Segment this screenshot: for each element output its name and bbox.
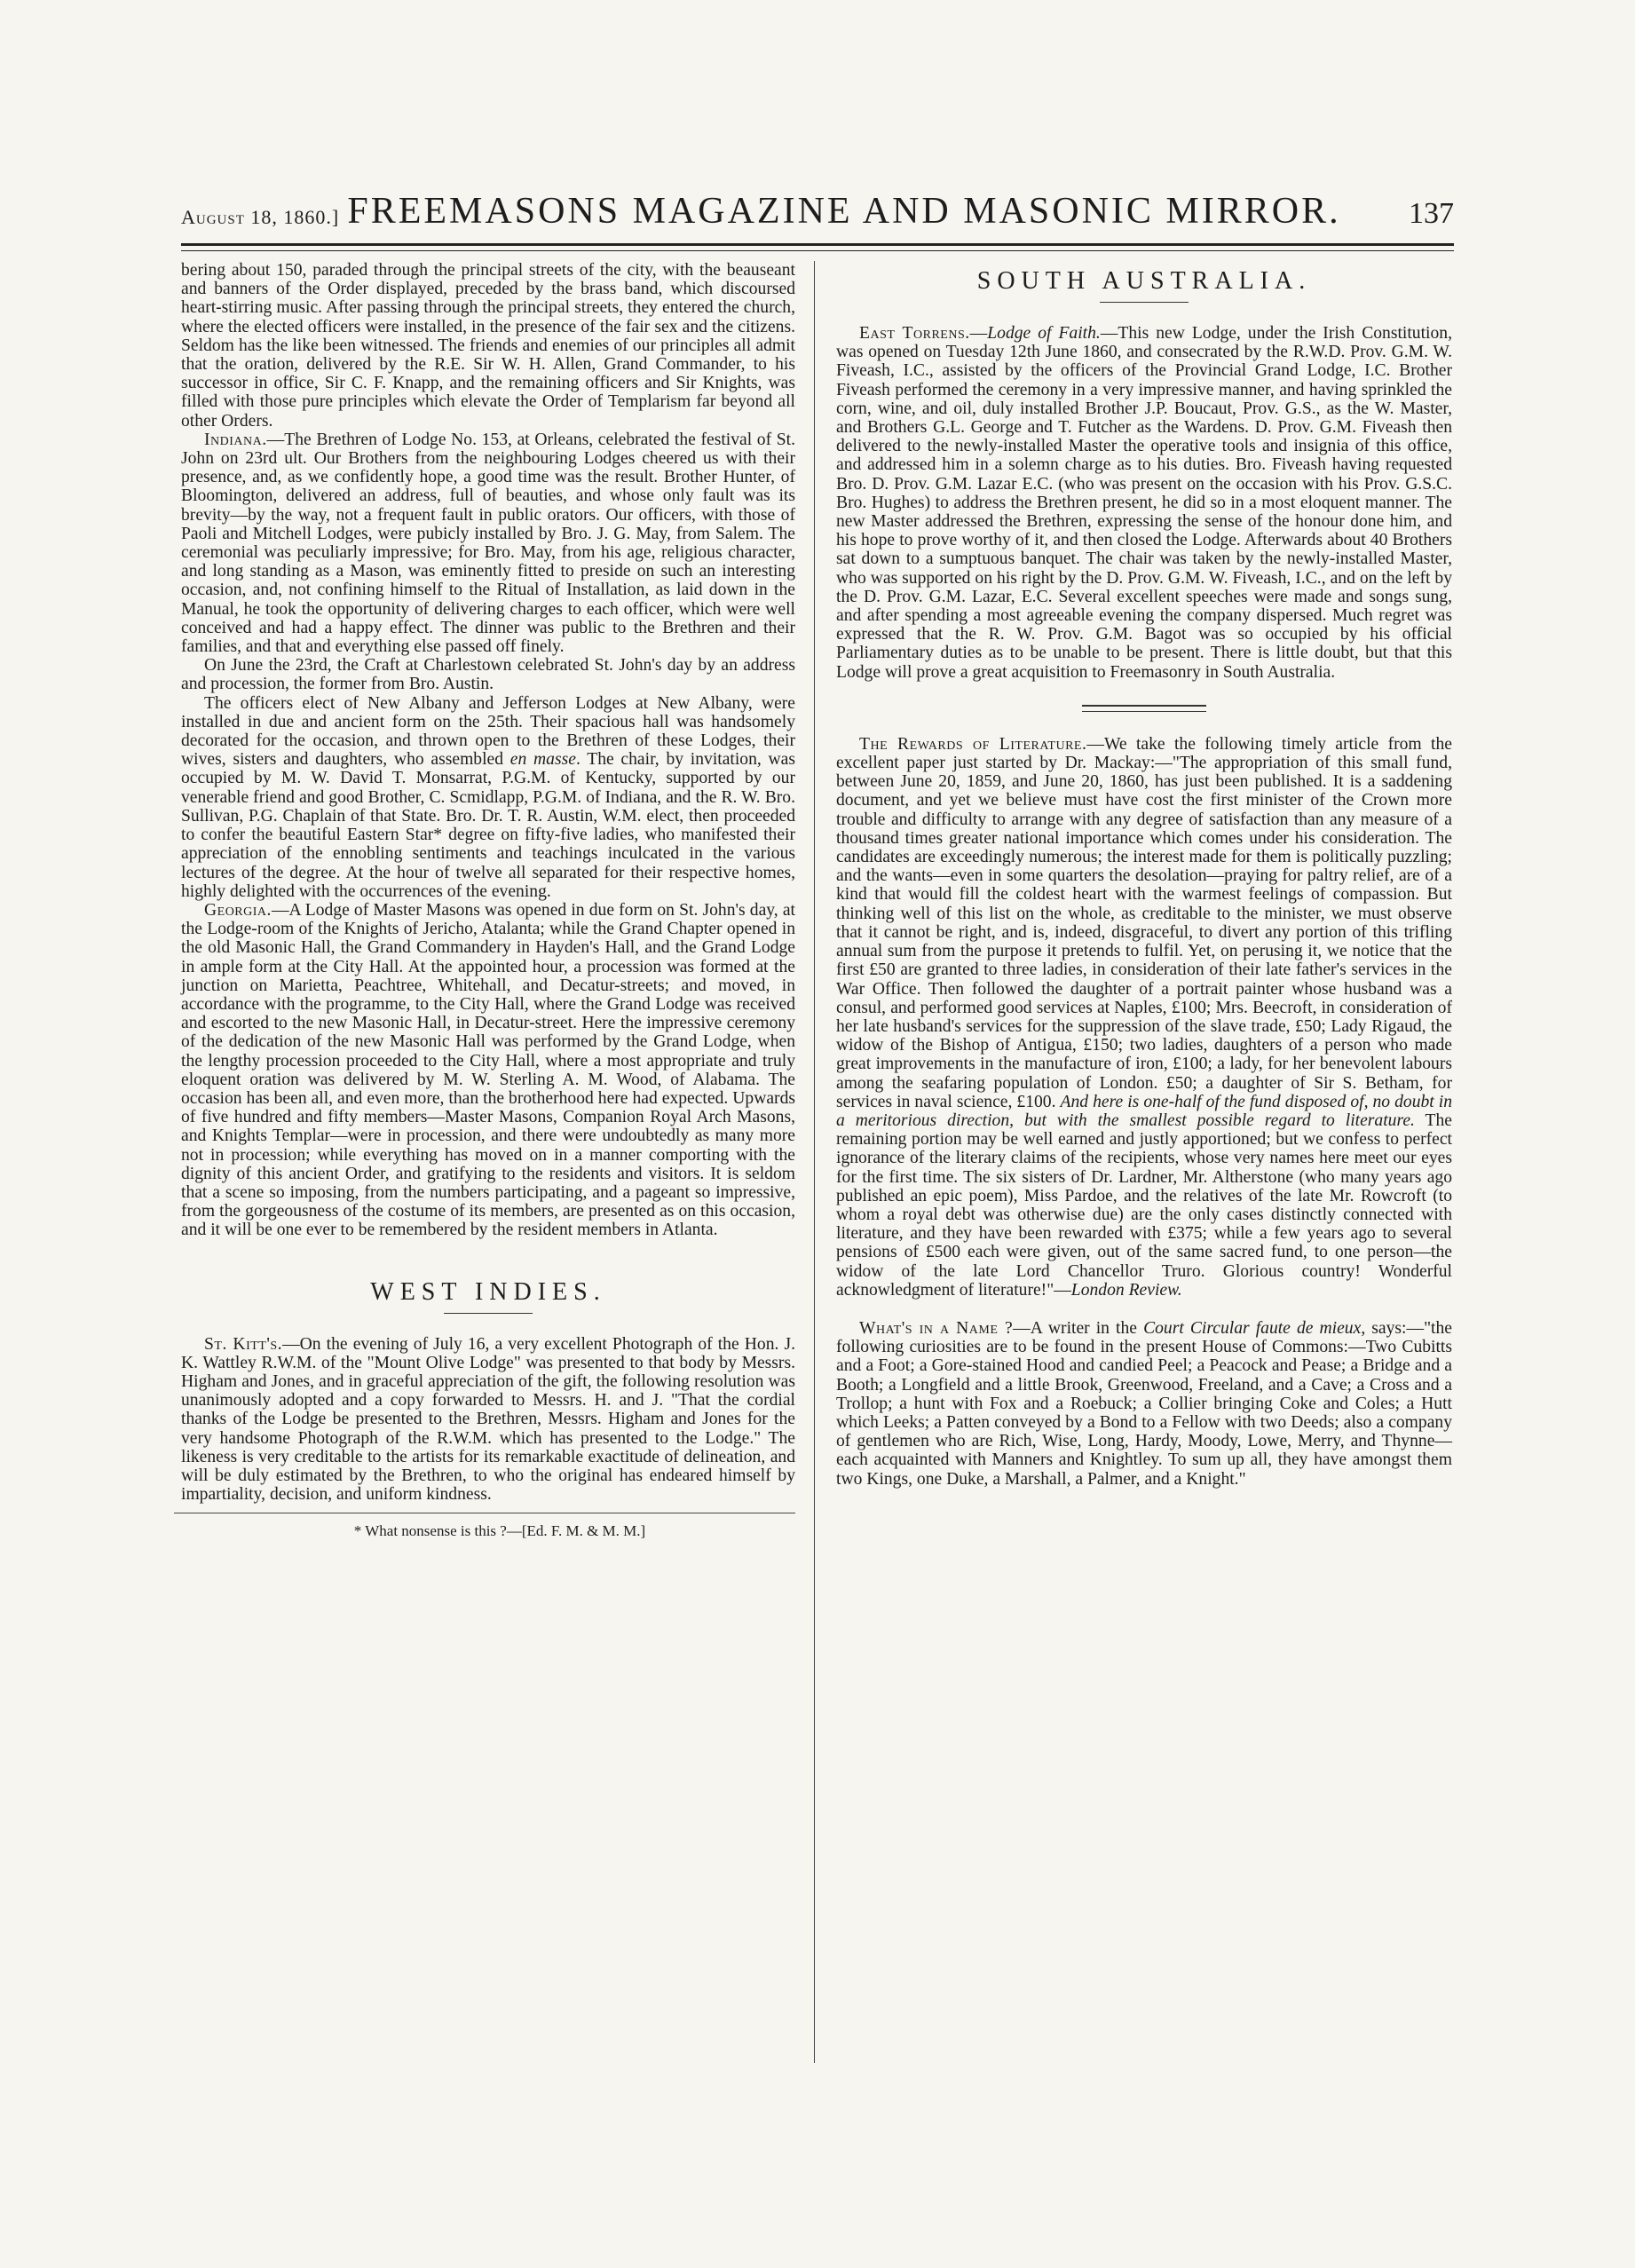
rewards-emphasis: And here is one-half of the fund disposed of, no doubt in a meritorious direction, but with the smallest possible regard to literature. <box>836 1092 1452 1130</box>
issue-date: August 18, 1860.] <box>181 206 340 228</box>
section-title-west-indies: WEST INDIES. <box>370 1277 606 1306</box>
rewards-paragraph <box>836 735 1452 1300</box>
rewards-text-b: The remaining portion may be well earned and justly apportioned; but we confess to perfect ignorance of the literary claims of the recipients, whose very names here meet our eyes for the first time. The six sisters of Dr. Lardner, Mr. Altherstone (who many years ago published an epic poem), Miss Pardoe, and the relatives of the late Mr. Rowcroft (to whom a royal debt was otherwise due) are the only cases distinctly connected with literature, and they have been rewarded with £375; while a few years ago to several pensions of £500 each were given, out of the same sacred fund, to one person—the widow of the late Lord Chancellor Truro. Glorious country! Wonderful acknowledgment of literature!"— <box>836 1110 1452 1300</box>
indiana-paragraph <box>181 431 795 656</box>
georgia-text: —A Lodge of Master Masons was opened in due form on St. John's day, at the Lodge-room of the Knights of Jericho, Atalanta; while the Grand Chapter opened in the old Masonic Hall, the Grand Commandery in Hayden's Hall, and the Grand Lodge in ample form at the City Hall. At the appointed hour, a procession was formed at the junction on Marietta, Peachtree, Whitehall, and Decatur-streets; and moved, in accordance with the programme, to the City Hall, where the Grand Lodge was received and escorted to the new Masonic Hall, in Decatur-street. Here the impressive ceremony of the dedication of the new Masonic Hall was performed by the Grand Lodge, when the lengthy procession proceeded to the City Hall, where a most appropriate and truly eloquent oration was delivered by M. W. Sterling A. M. Wood, of Alabama. The occasion has been all, and even more, than the brotherhood here had expected. Upwards of five hundred and fifty members—Master Masons, Companion Royal Arch Masons, and Knights Templar—were in procession, and there were undoubtedly as many more not in procession; while everything has moved on in a manner comporting with the dignity of this ancient Order, and gratifying to the residents and visitors. It is seldom that a scene so imposing, from the numbers participating, and a pageant so impressive, from the gorgeousness of the costume of its members, are presented as on this occasion, and it will be one ever to be remembered by the resident members in Atlanta. <box>181 900 795 1240</box>
new-albany-text-b: . The chair, by invitation, was occupied by M. W. David T. Monsarrat, P.G.M. of Kentucky, supported by our venerable friend and good Brother, C. Scmidlapp, P.G.M. of Indiana, and the R. W. Bro. Sullivan, P.G. Chaplain of that State. Bro. Dr. T. R. Austin, W.M. elect, then proceeded to confer the beautiful Eastern Star* degree on fifty-five ladies, who manifested their appreciation of the ennobling sentiments and teachings inculcated in the various lectures of the degree. At the hour of twelve all separated for their respective homes, highly delighted with the occurrences of the evening. <box>181 750 796 901</box>
st-kitts-text: —On the evening of July 16, a very excellent Photograph of the Hon. J. K. Wattley R.W.M. of the "Mount Olive Lodge" was presented to that body by Messrs. Higham and Jones, and in graceful appreciation of the gift, the following resolution was unanimously adopted and a copy forwarded to Messrs. H. and J. "That the cordial thanks of the Lodge be presented to the Brethren, Messrs. Higham and Jones for the very handsome Photograph of the R.W.M. which has presented to the Lodge." The likeness is very creditable to the artists for its remarkable exactitude of delineation, and will be duly estimated by the Brethren, to who the original has endeared himself by impartiality, decision, and uniform kindness. <box>181 1334 795 1505</box>
spacer <box>836 1300 1452 1319</box>
new-albany-emphasis: en masse <box>509 750 576 770</box>
georgia-paragraph <box>181 901 795 1240</box>
east-torrens-paragraph: East Torrens.—Lodge of Faith.—This new Lodge, under the Irish Constitution, was opened on Tuesday 12th June 1860, and consecrated by the R.W.D. Prov. G.M. W. Fiveash, I.C., assisted by the officers of the Provincial Grand Lodge, I.C. Brother Fiveash performed the ceremony in a very impressive manner, and having sprinkled the corn, wine, and oil, duly installed Brother J.P. Boucaut, Prov. G.S., as the W. Master, and Brothers G.L. George and T. Futcher as the Wardens. D. Prov. G.M. Fiveash then delivered to the newly-installed Master the operative tools and insignia of this office, and addressed him in a solemn charge as to his duties. Bro. Fiveash having requested Bro. D. Prov. G.M. Lazar E.C. (who was present on the occasion with his Prov. G.S.C. Bro. Hughes) to address the Brethren present, he did so in a most eloquent manner. The new Master addressed the Brethren, expressing the sense of the honour done him, and his hope to prove worthy of it, and then closed the Lodge. Afterwards about 40 Brothers sat down to a sumptuous banquet. The chair was taken by the newly-installed Master, who was supported on his right by the D. Prov. G.M. W. Fiveash, I.C., and on the left by the D. Prov. G.M. Lazar, E.C. Several excellent speeches were made and songs sung, and after spending a most agreeable evening the company dispersed. Much regret was expressed that the R. W. Prov. G.M. Bagot was so occupied by his official Parliamentary duties as to be unable to be present. There is little doubt, but that this Lodge will prove a great acquisition to Freemasonry in South Australia. <box>836 324 1452 682</box>
article-paragraph: bering about 150, paraded through the principal streets of the city, with the beauseant and banners of the Order displayed, preceded by the brass band, which discoursed heart-stirring music. After passing through the principal streets, they entered the church, where the elected officers were installed, in the presence of the fair sex and the citizens. Seldom has the like been witnessed. The friends and enemies of our principles all admit that the oration, delivered by the R.E. Sir W. H. Allen, Grand Commander, to his successor in office, Sir C. F. Knapp, and the remaining officers and Sir Knights, was filled with those pure principles which elevate the Order of Templarism far beyond all other Orders. <box>181 261 795 431</box>
lodge-of-faith-heading: Lodge of Faith. <box>987 324 1101 343</box>
st-kitts-paragraph <box>181 1335 795 1505</box>
east-torrens-text: —This new Lodge, under the Irish Constitution, was opened on Tuesday 12th June 1860, and consecrated by the R.W.D. Prov. G.M. W. Fiveash, I.C., assisted by the officers of the Provincial Grand Lodge, I.C. Brother Fiveash performed the ceremony in a very impressive manner, and having sprinkled the corn, wine, and oil, duly installed Brother J.P. Boucaut, Prov. G.S., as the W. Master, and Brothers G.L. George and T. Futcher as the Wardens. D. Prov. G.M. Fiveash then delivered to the newly-installed Master the operative tools and insignia of this office, and addressed him in a solemn charge as to his duties. Bro. Fiveash having requested Bro. D. Prov. G.M. Lazar E.C. (who was present on the occasion with his Prov. G.S.C. Bro. Hughes) to address the Brethren present, he did so in a most eloquent manner. The new Master addressed the Brethren, expressing the sense of the honour done him, and his hope to prove worthy of it, and then closed the Lodge. Afterwards about 40 Brothers sat down to a sumptuous banquet. The chair was taken by the newly-installed Master, who was supported on his right by the D. Prov. G.M. W. Fiveash, I.C., and on the left by the D. Prov. G.M. Lazar, E.C. Several excellent speeches were made and songs sung, and after spending a most agreeable evening the company dispersed. Much regret was expressed that the R. W. Prov. G.M. Bagot was so occupied by his official Parliamentary duties as to be unable to be present. There is little doubt, but that this Lodge will prove a great acquisition to Freemasonry in South Australia. <box>836 324 1452 682</box>
name-paragraph <box>836 1319 1452 1489</box>
spacer <box>181 1240 795 1272</box>
right-column <box>836 261 1452 1489</box>
publication-title: FREEMASONS MAGAZINE AND MASONIC MIRROR. <box>347 191 1341 232</box>
rewards-text-a: —We take the following timely article from the excellent paper just started by Dr. Mackay:—"The appropriation of this small fund, between June 20, 1859, and June 20, 1860, has just been published. It is a saddening document, and yet we believe must have cost the first minister of the Crown more trouble and difficulty to arrange with any degree of satisfaction than any measure of a thousand times greater national importance which comes under his consideration. The candidates are exceedingly numerous; the interest made for them is politically puzzling; and the wants—even in some quarters the desolation—praying for paltry relief, are of a kind that would fill the coldest heart with the warmest feelings of compassion. But thinking well of this list on the whole, as creditable to the minister, we must observe that it cannot be right, and is, indeed, disgraceful, to divert any portion of this trifling annual sum from the purpose it pretends to fulfil. Yet, on perusing it, we notice that the first £50 are granted to three ladies, in consideration of their late father's services in the War Office. Then followed the daughter of a portrait painter whose husband was a consul, and performed good services at Naples, £100; Mrs. Beecroft, in consideration of her late husband's services for the suppression of the slave trade, £50; Lady Rigaud, the widow of the Bishop of Antigua, £150; two ladies, daughters of a person who made great improvements in the manufacture of iron, £100; a lady, for her benevolent labours among the seafaring population of London. £50; a daughter of Sir S. Betham, for services in naval science, £100. <box>836 734 1452 1111</box>
page-number: 137 <box>1409 197 1454 230</box>
rewards-heading: The Rewards of Literature. <box>859 734 1087 754</box>
rewards-source: London Review. <box>1070 1280 1182 1300</box>
section-rule <box>1100 302 1189 303</box>
indiana-heading: Indiana. <box>204 430 267 449</box>
header-rule <box>181 243 1454 251</box>
new-albany-text-a: The officers elect of New Albany and Jefferson Lodges at New Albany, were installed in due and ancient form on the 25th. Their spacious hall was handsomely decorated for the occasion, and thrown open to the Brethren of these Lodges, their wives, sisters and daughters, who assembled <box>181 693 795 770</box>
charlestown-paragraph: On June the 23rd, the Craft at Charlestown celebrated St. John's day by an address and procession, the former from Bro. Austin. <box>181 656 795 694</box>
article-separator <box>1082 705 1206 712</box>
left-column <box>181 261 795 1540</box>
masthead <box>181 178 1454 233</box>
name-heading: What's in a Name ? <box>859 1318 1014 1338</box>
footnote: * What nonsense is this ?—[Ed. F. M. & M. M.] <box>353 1522 646 1540</box>
georgia-heading: Georgia. <box>204 900 272 920</box>
st-kitts-heading: St. Kitt's. <box>204 1334 283 1354</box>
column-divider <box>814 261 815 2063</box>
court-circular-emphasis: Court Circular faute de mieux <box>1143 1318 1362 1338</box>
section-rule <box>444 1313 533 1314</box>
name-text-a: —A writer in the <box>1013 1318 1144 1338</box>
indiana-text: —The Brethren of Lodge No. 153, at Orleans, celebrated the festival of St. John on 23rd ult. Our Brothers from the neighbouring Lodges cheered us with their presence, and, as we confidently hope, a good time was the result. Brother Hunter, of Bloomington, delivered an address, full of beauties, and whose only fault was its brevity—by the way, not a frequent fault in public orators. Our officers, with those of Paoli and Mitchell Lodges, were pubicly installed by Bro. J. G. May, from Salem. The ceremonial was peculiarly impressive; for Bro. May, from his age, religious character, and long standing as a Mason, was eminently fitted to preside on such an interesting occasion, and, not confining himself to the Ritual of Installation, as laid down in the Manual, he took the opportunity of delivering charges to each officer, which were well conceived and had a happy effect. The dinner was public to the Brethren and their families, and that and everything else passed off finely. <box>181 430 795 657</box>
section-title-south-australia: SOUTH AUSTRALIA. <box>976 267 1312 295</box>
east-torrens-heading: East Torrens. <box>859 324 970 343</box>
new-albany-paragraph <box>181 694 795 901</box>
name-text-b: , says:—"the following curiosities are to be found in the present House of Commons:—Two Cubitts and a Foot; a Gore-stained Hood and candied Peel; a Peacock and Pease; a Bridge and a Booth; a Longfield and a little Brook, Greenwood, Freeland, and a Cave; a Cross and a Trollop; a hunt with Fox and a Roebuck; a Collier bringing Coke and Coles; a Hutt which Leeks; a Patten conveyed by a Bond to a Fellow with two Deeds; also a company of gentlemen who are Rich, Wise, Long, Hardy, Moody, Lowe, Merry, and Thynne—each acquainted with Manners and Knightley. To sum up all, they have amongst them two Kings, one Duke, a Marshall, a Palmer, and a Knight." <box>836 1318 1452 1489</box>
